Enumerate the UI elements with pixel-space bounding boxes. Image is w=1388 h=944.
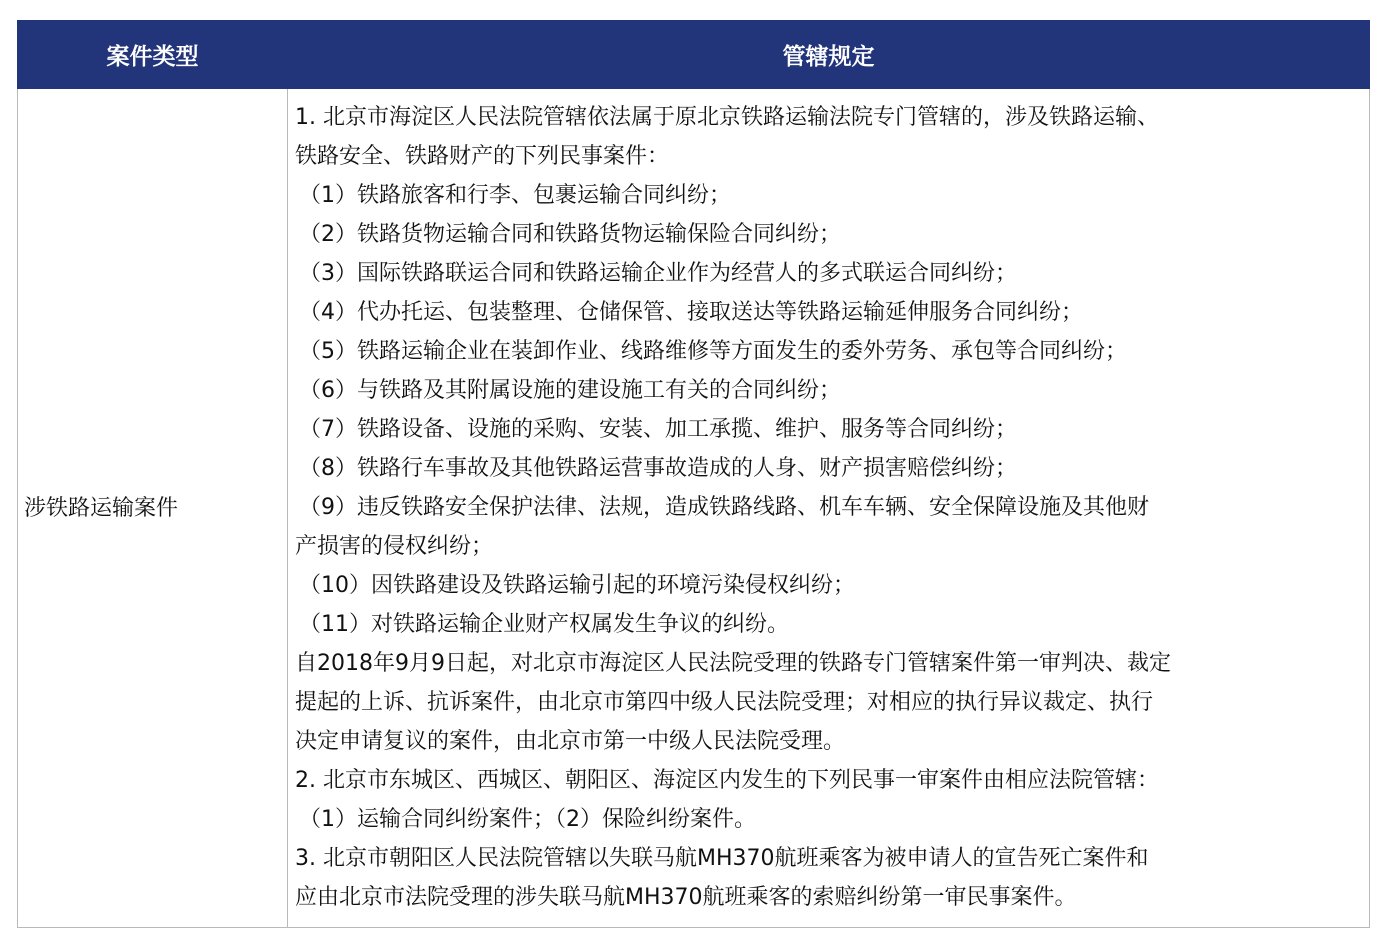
rule-line: （11）对铁路运输企业财产权属发生争议的纠纷。 — [299, 612, 789, 637]
case-type-cell: 涉铁路运输案件 — [18, 89, 288, 928]
rule-line: （8）铁路行车事故及其他铁路运营事故造成的人身、财产损害赔偿纠纷； — [299, 456, 1017, 481]
jurisdiction-table — [17, 20, 1370, 928]
rule-line: （6）与铁路及其附属设施的建设施工有关的合同纠纷； — [299, 378, 841, 403]
rule-line: 2. 北京市东城区、西城区、朝阳区、海淀区内发生的下列民事一审案件由相应法院管辖： — [295, 768, 1159, 793]
rule-line: （5）铁路运输企业在装卸作业、线路维修等方面发生的委外劳务、承包等合同纠纷； — [299, 339, 1127, 364]
rule-line: （10）因铁路建设及铁路运输引起的环境污染侵权纠纷； — [299, 573, 855, 598]
jurisdiction-rules-cell — [288, 89, 1370, 928]
rule-line: 提起的上诉、抗诉案件，由北京市第四中级人民法院受理；对相应的执行异议裁定、执行 — [295, 690, 1154, 715]
table-row — [18, 89, 1370, 928]
rule-line: 应由北京市法院受理的涉失联马航MH370航班乘客的索赔纠纷第一审民事案件。 — [295, 885, 1077, 910]
table-header-row — [18, 21, 1370, 89]
rule-line: 产损害的侵权纠纷； — [295, 534, 494, 559]
header-jurisdiction: 管辖规定 — [288, 21, 1370, 89]
rule-line: （9）违反铁路安全保护法律、法规，造成铁路线路、机车车辆、安全保障设施及其他财 — [299, 495, 1149, 520]
rule-line: （1）运输合同纠纷案件；（2）保险纠纷案件。 — [299, 807, 756, 832]
rule-line: （3）国际铁路联运合同和铁路运输企业作为经营人的多式联运合同纠纷； — [299, 261, 1017, 286]
rule-line: 自2018年9月9日起，对北京市海淀区人民法院受理的铁路专门管辖案件第一审判决、裁定 — [295, 651, 1171, 676]
rule-line: （7）铁路设备、设施的采购、安装、加工承揽、维护、服务等合同纠纷； — [299, 417, 1017, 442]
rule-line: 3. 北京市朝阳区人民法院管辖以失联马航MH370航班乘客为被申请人的宣告死亡案件和 — [295, 846, 1149, 871]
rule-line: （2）铁路货物运输合同和铁路货物运输保险合同纠纷； — [299, 222, 841, 247]
rule-line: 1. 北京市海淀区人民法院管辖依法属于原北京铁路运输法院专门管辖的，涉及铁路运输、 — [295, 105, 1159, 130]
rule-line: （1）铁路旅客和行李、包裹运输合同纠纷； — [299, 183, 731, 208]
rule-line: 决定申请复议的案件，由北京市第一中级人民法院受理。 — [295, 729, 846, 754]
rule-line: （4）代办托运、包装整理、仓储保管、接取送达等铁路运输延伸服务合同纠纷； — [299, 300, 1083, 325]
rule-line: 铁路安全、铁路财产的下列民事案件： — [295, 144, 670, 169]
header-case-type: 案件类型 — [18, 21, 288, 89]
